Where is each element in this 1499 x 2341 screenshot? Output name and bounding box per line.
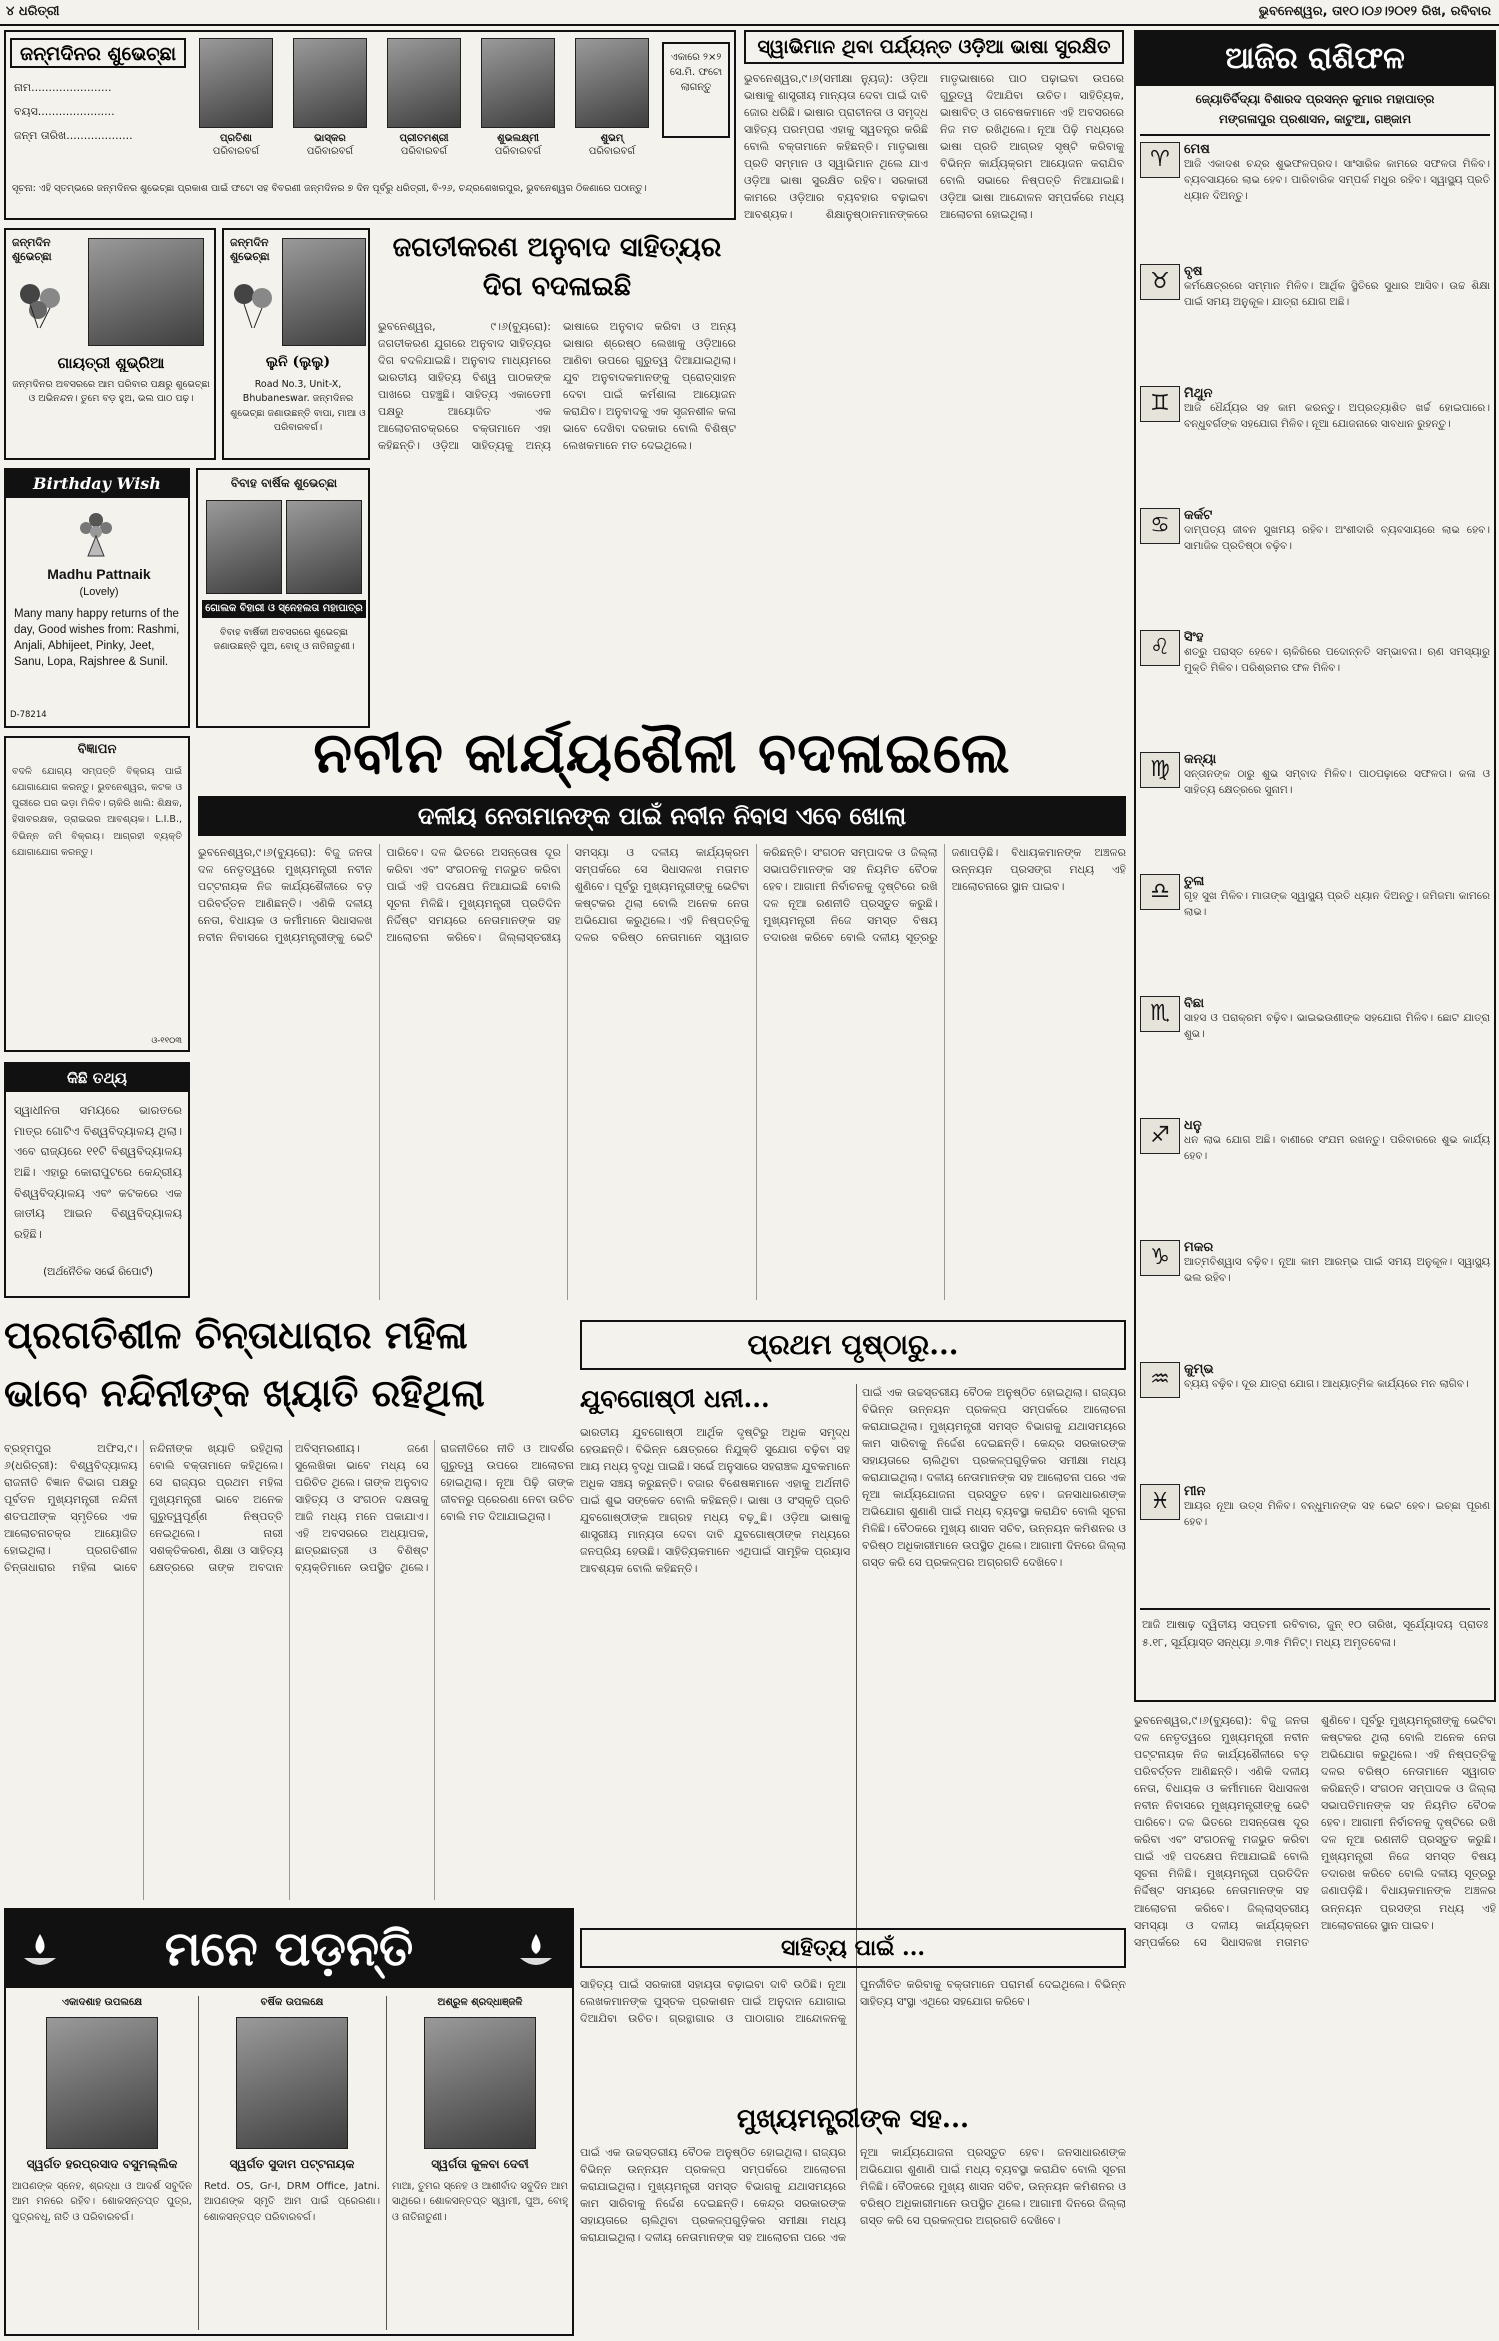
sign-name: କର୍କଟ	[1184, 508, 1213, 523]
child-name: ପ୍ରୀତମଶ୍ରୀ	[399, 133, 449, 144]
sign-name: ମକର	[1184, 1240, 1214, 1255]
form-field-age: ବୟସ......................	[14, 105, 115, 118]
memorial-photo	[46, 2017, 158, 2149]
capricorn-icon: ♑	[1140, 1240, 1180, 1276]
divider	[1140, 134, 1490, 136]
pisces-icon: ♓	[1140, 1484, 1180, 1520]
language-story-body: ଭୁବନେଶ୍ୱର,୯।୬(ସମୀକ୍ଷା ନ୍ୟୁଜ୍): ଓଡ଼ିଆ ଭାଷାକୁ ଶାସ୍ତ୍ରୀୟ ମାନ୍ୟତା ଦେବା ପାଇଁ ଦାବି ଜୋର ଧରିଛି। ଭାଷାର ପ୍ରାଚୀନତା ଓ ସମୃଦ୍ଧ ସାହିତ୍ୟ ପରମ୍ପରା ଏହାକୁ ସ୍ୱତନ୍ତ୍ର କରିଛି ବୋଲି ବକ୍ତାମାନେ କହିଛନ୍ତି। ମାତୃଭାଷା ପ୍ରତି ସମ୍ମାନ ଓ ସ୍ୱାଭିମାନ ଥିଲେ ଯାଏ ଓଡ଼ିଆ ଭାଷା ସୁରକ୍ଷିତ ରହିବ। ସରକାରୀ କାମରେ ଓଡ଼ିଆର ବ୍ୟବହାର ବଢ଼ାଇବା ଆବଶ୍ୟକ। ଶିକ୍ଷାନୁଷ୍ଠାନମାନଙ୍କରେ ମାତୃଭାଷାରେ ପାଠ ପଢ଼ାଇବା ଉପରେ ଗୁରୁତ୍ୱ ଦିଆଯିବା ଉଚିତ। ସାହିତ୍ୟିକ, ଭାଷାବିତ୍ ଓ ଗବେଷକମାନେ ଏହି ଅବସରରେ ନିଜ ମତ ରଖିଥିଲେ। ନୂଆ ପିଢ଼ି ମଧ୍ୟରେ ଭାଷା ପ୍ରତି ଆଗ୍ରହ ସୃଷ୍ଟି କରିବାକୁ ବିଭିନ୍ନ କାର୍ଯ୍ୟକ୍ରମ ଆୟୋଜନ କରାଯିବ ବୋଲି ସଭାରେ ନିଷ୍ପତ୍ତି ନିଆଯାଇଛି। ଓଡ଼ିଆ ଭାଷା ଆନ୍ଦୋଳନ ସମ୍ପର୍କରେ ମଧ୍ୟ ଆଲୋଚନା ହୋଇଥିଲା।	[744, 72, 1124, 222]
wish-box-text: Road No.3, Unit-X, Bhubaneswar. ଜନ୍ମଦିନର ଶୁଭେଚ୍ଛା ଜଣାଉଛନ୍ତି ବାପା, ମାଆ ଓ ପରିବାରବର୍ଗ।	[230, 379, 366, 433]
memorial-entry	[12, 1996, 192, 2330]
main-headline: ନବୀନ କାର୍ଯ୍ୟଶୈଳୀ ବଦଳାଇଲେ	[313, 720, 1011, 786]
classifieds-box	[4, 736, 190, 1052]
balloons-icon	[232, 280, 276, 330]
sign-name: ବୃଷ	[1184, 264, 1203, 279]
classifieds-text: ବଦଳି ଯୋଗ୍ୟ ସମ୍ପତ୍ତି ବିକ୍ରୟ ପାଇଁ ଯୋଗାଯୋଗ କରନ୍ତୁ। ଭୁବନେଶ୍ୱର, କଟକ ଓ ପୁରୀରେ ଘର ଭଡ଼ା ମିଳିବ। ଚାକିରି ଖାଲି: ଶିକ୍ଷକ, ହିସାବରକ୍ଷକ, ଡ୍ରାଇଭର ଆବଶ୍ୟକ। L.I.B., ବିଭିନ୍ନ ଜମି ବିକ୍ରୟ। ଆଗ୍ରହୀ ବ୍ୟକ୍ତି ଯୋଗାଯୋଗ କରନ୍ତୁ।	[12, 766, 182, 858]
child-card	[570, 38, 654, 178]
main-story-continued: ଭୁବନେଶ୍ୱର,୯।୬(ବ୍ୟୁରୋ): ବିଜୁ ଜନତା ଦଳ ନେତୃତ୍ୱରେ ମୁଖ୍ୟମନ୍ତ୍ରୀ ନବୀନ ପଟ୍ଟନାୟକ ନିଜ କାର୍ଯ୍ୟଶୈଳୀରେ ବଡ଼ ପରିବର୍ତ୍ତନ ଆଣିଛନ୍ତି। ଏଣିକି ଦଳୀୟ ନେତା, ବିଧାୟକ ଓ କର୍ମୀମାନେ ସିଧାସଳଖ ନବୀନ ନିବାସରେ ମୁଖ୍ୟମନ୍ତ୍ରୀଙ୍କୁ ଭେଟି ପାରିବେ। ଦଳ ଭିତରେ ଅସନ୍ତୋଷ ଦୂର କରିବା ଏବଂ ସଂଗଠନକୁ ମଜଭୁତ କରିବା ପାଇଁ ଏହି ପଦକ୍ଷେପ ନିଆଯାଇଛି ବୋଲି ସୂଚନା ମିଳିଛି। ମୁଖ୍ୟମନ୍ତ୍ରୀ ପ୍ରତିଦିନ ନିର୍ଦ୍ଦିଷ୍ଟ ସମୟରେ ନେତାମାନଙ୍କ ସହ ଆଲୋଚନା କରିବେ। ଜିଲ୍ଲାସ୍ତରୀୟ ସମସ୍ୟା ଓ ଦଳୀୟ କାର୍ଯ୍ୟକ୍ରମ ସମ୍ପର୍କରେ ସେ ସିଧାସଳଖ ମତାମତ ଶୁଣିବେ। ପୂର୍ବରୁ ମୁଖ୍ୟମନ୍ତ୍ରୀଙ୍କୁ ଭେଟିବା କଷ୍ଟକର ଥିଲା ବୋଲି ଅନେକ ନେତା ଅଭିଯୋଗ କରୁଥିଲେ। ଏହି ନିଷ୍ପତ୍ତିକୁ ଦଳର ବରିଷ୍ଠ ନେତାମାନେ ସ୍ୱାଗତ କରିଛନ୍ତି। ସଂଗଠନ ସମ୍ପାଦକ ଓ ଜିଲ୍ଲା ସଭାପତିମାନଙ୍କ ସହ ନିୟମିତ ବୈଠକ ହେବ। ଆଗାମୀ ନିର୍ବାଚନକୁ ଦୃଷ୍ଟିରେ ରଖି ଦଳ ନୂଆ ରଣନୀତି ପ୍ରସ୍ତୁତ କରୁଛି। ମୁଖ୍ୟମନ୍ତ୍ରୀ ନିଜେ ସମସ୍ତ ବିଷୟ ତଦାରଖ କରିବେ ବୋଲି ଦଳୀୟ ସୂତ୍ରରୁ ଜଣାପଡ଼ିଛି। ବିଧାୟକମାନଙ୍କ ଅଞ୍ଚଳର ଉନ୍ନୟନ ପ୍ରସଙ୍ଗ ମଧ୍ୟ ଏହି ଆଲୋଚନାରେ ସ୍ଥାନ ପାଇବ।	[1134, 1714, 1496, 1949]
column-divider	[198, 1996, 199, 2330]
birthday-wish-message: Many many happy returns of the day, Good wishes from: Rashmi, Anjali, Abhijeet, Pinky, Jeet, Sanu, Lopa, Rajshree & Sunil.	[14, 608, 180, 669]
literature-story-body: ସାହିତ୍ୟ ପାଇଁ ସରକାରୀ ସହାୟତା ବଢ଼ାଇବା ଦାବି ଉଠିଛି। ନୂଆ ଲେଖକମାନଙ୍କ ପୁସ୍ତକ ପ୍ରକାଶନ ପାଇଁ ଅନୁଦାନ ଯୋଗାଇ ଦିଆଯିବା ଉଚିତ। ଗ୍ରନ୍ଥାଗାର ଓ ପାଠାଗାର ଆନ୍ଦୋଳନକୁ ପୁନର୍ଜୀବିତ କରିବାକୁ ବକ୍ତାମାନେ ପରାମର୍ଶ ଦେଇଥିଲେ। ବିଭିନ୍ନ ସାହିତ୍ୟ ସଂସ୍ଥା ଏଥିରେ ସହଯୋଗ କରିବେ।	[580, 1978, 1126, 2026]
wish-box	[4, 228, 216, 460]
classifieds-title: ବିଜ୍ଞାପନ	[77, 742, 117, 757]
memorial-text: ମାଆ, ତୁମର ସ୍ନେହ ଓ ଆଶୀର୍ବାଦ ସବୁଦିନ ଆମ ସାଥିରେ। ଶୋକସନ୍ତପ୍ତ ସ୍ୱାମୀ, ପୁଅ, ବୋହୂ ଓ ନାତିନାତୁଣୀ।	[392, 2180, 568, 2223]
language-headline: ସ୍ୱାଭିମାନ ଥିବା ପର୍ଯ୍ୟନ୍ତ ଓଡ଼ିଆ ଭାଷା ସୁରକ୍ଷିତ	[757, 36, 1111, 58]
women-story-body: ବ୍ରହ୍ମପୁର ଅଫିସ,୯।୬(ଧରିତ୍ରୀ): ବିଶ୍ୱବିଦ୍ୟାଳୟ ରାଜନୀତି ବିଜ୍ଞାନ ବିଭାଗ ପକ୍ଷରୁ ପୂର୍ବତନ ମୁଖ୍ୟମନ୍ତ୍ରୀ ନନ୍ଦିନୀ ଶତପଥୀଙ୍କ ସ୍ମୃତିରେ ଏକ ଆଲୋଚନାଚକ୍ର ଆୟୋଜିତ ହୋଇଥିଲା। ପ୍ରଗତିଶୀଳ ଚିନ୍ତାଧାରାର ମହିଳା ଭାବେ ନନ୍ଦିନୀଙ୍କ ଖ୍ୟାତି ରହିଥିଲା ବୋଲି ବକ୍ତାମାନେ କହିଥିଲେ। ସେ ରାଜ୍ୟର ପ୍ରଥମ ମହିଳା ମୁଖ୍ୟମନ୍ତ୍ରୀ ଭାବେ ଅନେକ ଗୁରୁତ୍ୱପୂର୍ଣ୍ଣ ନିଷ୍ପତ୍ତି ନେଇଥିଲେ। ନାରୀ ସଶକ୍ତିକରଣ, ଶିକ୍ଷା ଓ ସାହିତ୍ୟ କ୍ଷେତ୍ରରେ ତାଙ୍କ ଅବଦାନ ଅବିସ୍ମରଣୀୟ। ଜଣେ ସୁଲେଖିକା ଭାବେ ମଧ୍ୟ ସେ ପରିଚିତ ଥିଲେ। ତାଙ୍କ ଅନୁବାଦ ସାହିତ୍ୟ ଓ ସଂଗଠନ ଦକ୍ଷତାକୁ ଆଜି ମଧ୍ୟ ମନେ ପକାଯାଏ। ଏହି ଅବସରରେ ଅଧ୍ୟାପକ, ଛାତ୍ରଛାତ୍ରୀ ଓ ବିଶିଷ୍ଟ ବ୍ୟକ୍ତିମାନେ ଉପସ୍ଥିତ ଥିଲେ। ରାଜନୀତିରେ ନୀତି ଓ ଆଦର୍ଶର ଗୁରୁତ୍ୱ ଉପରେ ଆଲୋଚନା ହୋଇଥିଲା। ନୂଆ ପିଢ଼ି ତାଙ୍କ ଜୀବନରୁ ପ୍ରେରଣା ନେବା ଉଚିତ ବୋଲି ମତ ଦିଆଯାଇଥିଲା।	[4, 1442, 574, 1575]
memorial-photo	[236, 2017, 348, 2149]
memorial-label: ଅଶ୍ରୁଳ ଶ୍ରଦ୍ଧାଞ୍ଜଳି	[437, 1997, 523, 2008]
sign-text: ଆତ୍ମବିଶ୍ୱାସ ବଢ଼ିବ। ନୂଆ କାମ ଆରମ୍ଭ ପାଇଁ ସମୟ ଅନୁକୂଳ। ସ୍ୱାସ୍ଥ୍ୟ ଭଲ ରହିବ।	[1184, 1256, 1490, 1284]
women-headline-line2: ଭାବେ ନନ୍ଦିନୀଙ୍କ ଖ୍ୟାତି ରହିଥିଲା	[4, 1370, 485, 1415]
birthday-wish-title: Birthday Wish	[6, 470, 188, 498]
ad-code: ଓ-୧୧୦୩	[151, 1036, 182, 1046]
child-card	[382, 38, 466, 178]
sign-gemini	[1140, 386, 1490, 504]
page-label: ୪ ଧରିତ୍ରୀ	[6, 4, 60, 19]
wife-photo	[286, 500, 362, 594]
wish-box	[222, 228, 370, 460]
memorial-photo	[424, 2017, 536, 2149]
child-card	[476, 38, 560, 178]
memorial-panel	[4, 1908, 574, 2336]
sign-name: କନ୍ୟା	[1184, 752, 1217, 767]
child-photo	[575, 38, 649, 128]
sign-name: ମିଥୁନ	[1184, 386, 1213, 401]
women-headline-box	[4, 1306, 574, 1432]
memorial-entry	[204, 1996, 380, 2330]
child-name: ଭାସ୍କର	[314, 133, 346, 144]
form-field-dob: ଜନ୍ମ ତାରିଖ...................	[14, 129, 133, 142]
child-name: ପ୍ରତିଶା	[220, 133, 252, 144]
wish-box-title: ଜନ୍ମଦିନ ଶୁଭେଚ୍ଛା	[12, 236, 52, 264]
child-photo	[481, 38, 555, 128]
horoscope-title: ଆଜିର ରାଶିଫଳ	[1136, 32, 1494, 86]
wish-box-name: ଗାୟତ୍ରୀ ଶୁଭ୍ରିଆ	[57, 354, 165, 372]
sign-text: ସନ୍ତାନଙ୍କ ଠାରୁ ଶୁଭ ସମ୍ବାଦ ମିଳିବ। ପାଠପଢ଼ାରେ ସଫଳତା। କଳା ଓ ସାହିତ୍ୟ କ୍ଷେତ୍ରରେ ସୁନାମ।	[1184, 768, 1490, 796]
main-story-body: ଭୁବନେଶ୍ୱର,୯।୬(ବ୍ୟୁରୋ): ବିଜୁ ଜନତା ଦଳ ନେତୃତ୍ୱରେ ମୁଖ୍ୟମନ୍ତ୍ରୀ ନବୀନ ପଟ୍ଟନାୟକ ନିଜ କାର୍ଯ୍ୟଶୈଳୀରେ ବଡ଼ ପରିବର୍ତ୍ତନ ଆଣିଛନ୍ତି। ଏଣିକି ଦଳୀୟ ନେତା, ବିଧାୟକ ଓ କର୍ମୀମାନେ ସିଧାସଳଖ ନବୀନ ନିବାସରେ ମୁଖ୍ୟମନ୍ତ୍ରୀଙ୍କୁ ଭେଟି ପାରିବେ। ଦଳ ଭିତରେ ଅସନ୍ତୋଷ ଦୂର କରିବା ଏବଂ ସଂଗଠନକୁ ମଜଭୁତ କରିବା ପାଇଁ ଏହି ପଦକ୍ଷେପ ନିଆଯାଇଛି ବୋଲି ସୂଚନା ମିଳିଛି। ମୁଖ୍ୟମନ୍ତ୍ରୀ ପ୍ରତିଦିନ ନିର୍ଦ୍ଦିଷ୍ଟ ସମୟରେ ନେତାମାନଙ୍କ ସହ ଆଲୋଚନା କରିବେ। ଜିଲ୍ଲାସ୍ତରୀୟ ସମସ୍ୟା ଓ ଦଳୀୟ କାର୍ଯ୍ୟକ୍ରମ ସମ୍ପର୍କରେ ସେ ସିଧାସଳଖ ମତାମତ ଶୁଣିବେ। ପୂର୍ବରୁ ମୁଖ୍ୟମନ୍ତ୍ରୀଙ୍କୁ ଭେଟିବା କଷ୍ଟକର ଥିଲା ବୋଲି ଅନେକ ନେତା ଅଭିଯୋଗ କରୁଥିଲେ। ଏହି ନିଷ୍ପତ୍ତିକୁ ଦଳର ବରିଷ୍ଠ ନେତାମାନେ ସ୍ୱାଗତ କରିଛନ୍ତି। ସଂଗଠନ ସମ୍ପାଦକ ଓ ଜିଲ୍ଲା ସଭାପତିମାନଙ୍କ ସହ ନିୟମିତ ବୈଠକ ହେବ। ଆଗାମୀ ନିର୍ବାଚନକୁ ଦୃଷ୍ଟିରେ ରଖି ଦଳ ନୂଆ ରଣନୀତି ପ୍ରସ୍ତୁତ କରୁଛି। ମୁଖ୍ୟମନ୍ତ୍ରୀ ନିଜେ ସମସ୍ତ ବିଷୟ ତଦାରଖ କରିବେ ବୋଲି ଦଳୀୟ ସୂତ୍ରରୁ ଜଣାପଡ଼ିଛି। ବିଧାୟକମାନଙ୍କ ଅଞ୍ଚଳର ଉନ୍ନୟନ ପ୍ରସଙ୍ଗ ମଧ୍ୟ ଏହି ଆଲୋଚନାରେ ସ୍ଥାନ ପାଇବ।	[198, 846, 1126, 945]
child-photo	[199, 38, 273, 128]
gemini-icon: ♊	[1140, 386, 1180, 422]
wish-photo	[88, 238, 204, 346]
birthday-title-box	[10, 38, 186, 68]
sign-cancer	[1140, 508, 1490, 626]
birthday-notice: ସୂଚନା: ଏହି ସ୍ତମ୍ଭରେ ଜନ୍ମଦିନର ଶୁଭେଚ୍ଛା ପ୍ରକାଶ ପାଇଁ ଫଟୋ ସହ ବିବରଣୀ ଜନ୍ମଦିନର ୭ ଦିନ ପୂର୍ବରୁ ଧରିତ୍ରୀ, ବି-୨୬, ଚନ୍ଦ୍ରଶେଖରପୁର, ଭୁବନେଶ୍ୱର ଠିକଣାରେ ପଠାନ୍ତୁ।	[12, 183, 647, 194]
birthday-wish-nickname: (Lovely)	[79, 586, 119, 598]
sign-name: ତୁଳା	[1184, 874, 1205, 889]
sign-aquarius	[1140, 1362, 1490, 1480]
taurus-icon: ♉	[1140, 264, 1180, 300]
balloons-icon	[16, 280, 66, 330]
libra-icon: ♎	[1140, 874, 1180, 910]
sign-taurus	[1140, 264, 1490, 382]
sign-name: ସିଂହ	[1184, 630, 1204, 645]
sign-name: ବିଛା	[1184, 996, 1205, 1011]
child-wish: ପରିବାରବର୍ଗ	[494, 146, 542, 157]
cancer-icon: ♋	[1140, 508, 1180, 544]
cm-story-title: ମୁଖ୍ୟମନ୍ତ୍ରୀଙ୍କ ସହ...	[736, 2104, 970, 2134]
birthday-title: ଜନ୍ମଦିନର ଶୁଭେଚ୍ଛା	[19, 43, 177, 65]
birthday-wish-name: Madhu Pattnaik	[47, 566, 151, 582]
sign-name: ମୀନ	[1184, 1484, 1206, 1499]
child-wish: ପରିବାରବର୍ଗ	[400, 146, 448, 157]
sagittarius-icon: ♐	[1140, 1118, 1180, 1154]
anniversary-title: ବିବାହ ବାର୍ଷିକ ଶୁଭେଚ୍ଛା	[230, 476, 338, 490]
oil-lamp-icon	[516, 1932, 556, 1968]
translation-headline-box	[378, 228, 736, 312]
oil-lamp-icon	[20, 1932, 60, 1968]
sign-text: ଆଜି ଏକାଦଶ ଚନ୍ଦ୍ର ଶୁଭଫଳପ୍ରଦ। ସାଂସାରିକ କାମରେ ସଫଳତା ମିଳିବ। ବ୍ୟବସାୟରେ ଲାଭ ହେବ। ପାରିବାରିକ ସମ୍ପର୍କ ମଧୁର ରହିବ। ସ୍ୱାସ୍ଥ୍ୟ ପ୍ରତି ଧ୍ୟାନ ଦିଅନ୍ତୁ।	[1184, 158, 1490, 202]
sign-name: ମେଷ	[1184, 142, 1210, 157]
masthead	[0, 0, 1499, 26]
facts-title: କିଛି ତଥ୍ୟ	[6, 1064, 188, 1092]
front-page-banner: ପ୍ରଥମ ପୃଷ୍ଠାରୁ...	[747, 1328, 959, 1361]
birthday-form	[14, 76, 184, 148]
anniversary-text: ବିବାହ ବାର୍ଷିକୀ ଅବସରରେ ଶୁଭେଚ୍ଛା ଜଣାଉଛନ୍ତି ପୁଅ, ବୋହୂ ଓ ନାତିନାତୁଣୀ।	[213, 627, 355, 653]
sign-text: ଆଜି ଧୈର୍ଯ୍ୟର ସହ କାମ କରନ୍ତୁ। ଅପ୍ରତ୍ୟାଶିତ ଖର୍ଚ୍ଚ ହୋଇପାରେ। ବନ୍ଧୁବର୍ଗଙ୍କ ସହଯୋଗ ମିଳିବ। ନୂଆ ଯୋଜନାରେ ସାବଧାନ ରୁହନ୍ତୁ।	[1184, 402, 1490, 430]
wish-box-text: ଜନ୍ମଦିନର ଅବସରରେ ଆମ ପରିବାର ପକ୍ଷରୁ ଶୁଭେଚ୍ଛା ଓ ଅଭିନନ୍ଦନ। ତୁମେ ବଡ଼ ହୁଅ, ଭଲ ପାଠ ପଢ଼।	[12, 379, 210, 405]
literature-story-title: ସାହିତ୍ୟ ପାଇଁ ...	[780, 1935, 926, 1961]
sign-text: ଶତ୍ରୁ ପରାସ୍ତ ହେବେ। ଚାକିରିରେ ପଦୋନ୍ନତି ସମ୍ଭାବନା। ଋଣ ସମସ୍ୟାରୁ ମୁକ୍ତି ମିଳିବ। ପରିଶ୍ରମର ଫଳ ମିଳିବ।	[1184, 646, 1490, 674]
sign-aries	[1140, 142, 1490, 260]
child-photo	[293, 38, 367, 128]
sign-text: ଧନ ଲାଭ ଯୋଗ ଅଛି। ବାଣୀରେ ସଂଯମ ରଖନ୍ତୁ। ପରିବାରରେ ଶୁଭ କାର୍ଯ୍ୟ ହେବ।	[1184, 1134, 1490, 1162]
main-headline-box	[198, 716, 1126, 792]
anniversary-couple: ଗୋଲକ ବିହାରୀ ଓ ସ୍ନେହଲତା ମହାପାତ୍ର	[202, 600, 366, 618]
ad-code: D-78214	[10, 710, 47, 720]
memorial-title: ମନେ ପଡ଼ନ୍ତି	[6, 1910, 572, 1988]
husband-photo	[206, 500, 282, 594]
memorial-name: ସ୍ୱର୍ଗତ ହରପ୍ରସାଦ ବସୁମଲ୍ଲିକ	[26, 2157, 178, 2171]
scorpio-icon: ♏	[1140, 996, 1180, 1032]
form-field-name: ନାମ.......................	[14, 81, 112, 94]
aquarius-icon: ♒	[1140, 1362, 1180, 1398]
horoscope-byline2: ମଙ୍ଗଳାପୁର ପ୍ରଶାସନ, କାଟୁଆ, ଗଞ୍ଜାମ	[1218, 112, 1412, 126]
translation-story-body: ଭୁବନେଶ୍ୱର, ୯।୬(ବ୍ୟୁରୋ): ଜଗତୀକରଣ ଯୁଗରେ ଅନୁବାଦ ସାହିତ୍ୟର ଦିଗ ବଦଳିଯାଇଛି। ଅନୁବାଦ ମାଧ୍ୟମରେ ଭାରତୀୟ ସାହିତ୍ୟ ବିଶ୍ୱ ପାଠକଙ୍କ ପାଖରେ ପହଞ୍ଚୁଛି। ସାହିତ୍ୟ ଏକାଡେମୀ ପକ୍ଷରୁ ଆୟୋଜିତ ଏକ ଆଲୋଚନାଚକ୍ରରେ ବକ୍ତାମାନେ ଏହା କହିଛନ୍ତି। ଓଡ଼ିଆ ସାହିତ୍ୟକୁ ଅନ୍ୟ ଭାଷାରେ ଅନୁବାଦ କରିବା ଓ ଅନ୍ୟ ଭାଷାର ଶ୍ରେଷ୍ଠ ଲେଖାକୁ ଓଡ଼ିଆରେ ଆଣିବା ଉପରେ ଗୁରୁତ୍ୱ ଦିଆଯାଇଥିଲା। ଯୁବ ଅନୁବାଦକମାନଙ୍କୁ ପ୍ରୋତ୍ସାହନ ଦେବା ପାଇଁ କର୍ମଶାଳା ଆୟୋଜନ କରାଯିବ। ଅନୁବାଦକୁ ଏକ ସୃଜନଶୀଳ କଳା ଭାବେ ଦେଖିବା ଦରକାର ବୋଲି ବିଶିଷ୍ଟ ଲେଖକମାନେ ମତ ଦେଇଥିଲେ।	[378, 320, 736, 453]
photo-rate-box: ଏକାରେ ୨×୨ ସେ.ମି. ଫଟୋ ଲାଗନ୍ତୁ	[662, 42, 730, 138]
child-photo	[387, 38, 461, 128]
flower-bouquet-icon	[74, 508, 118, 558]
facts-box	[4, 1062, 190, 1298]
sign-text: କର୍ମକ୍ଷେତ୍ରରେ ସମ୍ମାନ ମିଳିବ। ଆର୍ଥିକ ସ୍ଥିତିରେ ସୁଧାର ଆସିବ। ଉଚ୍ଚ ଶିକ୍ଷା ପାଇଁ ସମୟ ଅନୁକୂଳ। ଯାତ୍ରା ଯୋଗ ଅଛି।	[1184, 280, 1490, 308]
sign-pisces	[1140, 1484, 1490, 1602]
child-wish: ପରିବାରବର୍ଗ	[212, 146, 260, 157]
sign-text: ସାହସ ଓ ପରାକ୍ରମ ବଢ଼ିବ। ଭାଇଭଉଣୀଙ୍କ ସହଯୋଗ ମିଳିବ। ଛୋଟ ଯାତ୍ରା ଶୁଭ।	[1184, 1012, 1490, 1040]
dateline: ଭୁବନେଶ୍ୱର, ତା୧୦।୦୬।୨୦୧୨ ରିଖ, ରବିବାର	[1258, 4, 1491, 19]
main-subheadline: ଦଳୀୟ ନେତାମାନଙ୍କ ପାଇଁ ନବୀନ ନିବାସ ଏବେ ଖୋଲା	[198, 796, 1126, 836]
women-headline-line1: ପ୍ରଗତିଶୀଳ ଚିନ୍ତାଧାରାର ମହିଳା	[4, 1312, 468, 1357]
sign-name: କୁମ୍ଭ	[1184, 1362, 1214, 1377]
divider	[1140, 1608, 1490, 1610]
sign-scorpio	[1140, 996, 1490, 1114]
wish-photo	[282, 238, 366, 346]
memorial-text: ଆପଣଙ୍କ ସ୍ନେହ, ଶ୍ରଦ୍ଧା ଓ ଆଦର୍ଶ ସବୁଦିନ ଆମ ମନରେ ରହିବ। ଶୋକସନ୍ତପ୍ତ ପୁତ୍ର, ପୁତ୍ରବଧୂ, ନାତି ଓ ପରିବାରବର୍ଗ।	[12, 2180, 192, 2223]
child-card	[288, 38, 372, 178]
youth-story-body: ଭାରତୀୟ ଯୁବଗୋଷ୍ଠୀ ଆର୍ଥିକ ଦୃଷ୍ଟିରୁ ଅଧିକ ସମୃଦ୍ଧ ହେଉଛନ୍ତି। ବିଭିନ୍ନ କ୍ଷେତ୍ରରେ ନିଯୁକ୍ତି ସୁଯୋଗ ବଢ଼ିବା ସହ ଆୟ ମଧ୍ୟ ବୃଦ୍ଧି ପାଇଛି। ସର୍ଭେ ଅନୁସାରେ ସହରାଞ୍ଚଳ ଯୁବକମାନେ ଅଧିକ ସଞ୍ଚୟ କରୁଛନ୍ତି। ବଜାର ବିଶେଷଜ୍ଞମାନେ ଏହାକୁ ଅର୍ଥନୀତି ପାଇଁ ଶୁଭ ସଙ୍କେତ ବୋଲି କହିଛନ୍ତି। ଭାଷା ଓ ସଂସ୍କୃତି ପ୍ରତି ଯୁବଗୋଷ୍ଠୀଙ୍କ ଆଗ୍ରହ ମଧ୍ୟ ବଢ଼ୁଛି। ଓଡ଼ିଆ ଭାଷାକୁ ଶାସ୍ତ୍ରୀୟ ମାନ୍ୟତା ଦେବା ଦାବି ଯୁବଗୋଷ୍ଠୀଙ୍କ ମଧ୍ୟରେ ଜନପ୍ରିୟ ହେଉଛି। ସାହିତ୍ୟିକମାନେ ଏଥିପାଇଁ ସାମୂହିକ ପ୍ରୟାସ ଆବଶ୍ୟକ ବୋଲି କହିଛନ୍ତି।	[580, 1426, 850, 1576]
sign-text: ଗୃହ ସୁଖ ମିଳିବ। ମାତାଙ୍କ ସ୍ୱାସ୍ଥ୍ୟ ପ୍ରତି ଧ୍ୟାନ ଦିଅନ୍ତୁ। ଜମିଜମା କାମରେ ଲାଭ।	[1184, 890, 1490, 918]
wish-box-title: ଜନ୍ମଦିନ ଶୁଭେଚ୍ଛା	[230, 236, 270, 264]
child-wish: ପରିବାରବର୍ଗ	[306, 146, 354, 157]
birthday-wish-box	[4, 468, 190, 728]
sign-text: ବ୍ୟୟ ବଢ଼ିବ। ଦୂର ଯାତ୍ରା ଯୋଗ। ଆଧ୍ୟାତ୍ମିକ କାର୍ଯ୍ୟରେ ମନ ଲାଗିବ।	[1184, 1378, 1469, 1390]
continued-story-body: ପାଇଁ ଏକ ଉଚ୍ଚସ୍ତରୀୟ ବୈଠକ ଅନୁଷ୍ଠିତ ହୋଇଥିଲା। ରାଜ୍ୟର ବିଭିନ୍ନ ଉନ୍ନୟନ ପ୍ରକଳ୍ପ ସମ୍ପର୍କରେ ଆଲୋଚନା କରାଯାଇଥିଲା। ମୁଖ୍ୟମନ୍ତ୍ରୀ ସମସ୍ତ ବିଭାଗକୁ ଯଥାସମୟରେ କାମ ସାରିବାକୁ ନିର୍ଦ୍ଦେଶ ଦେଇଛନ୍ତି। କେନ୍ଦ୍ର ସରକାରଙ୍କ ସହାୟତାରେ ଚାଲିଥିବା ପ୍ରକଳ୍ପଗୁଡ଼ିକର ସମୀକ୍ଷା ମଧ୍ୟ କରାଯାଇଥିଲା। ଦଳୀୟ ନେତାମାନଙ୍କ ସହ ଆଲୋଚନା ପରେ ଏକ ନୂଆ କାର୍ଯ୍ୟଯୋଜନା ପ୍ରସ୍ତୁତ ହେବ। ଜନସାଧାରଣଙ୍କ ଅଭିଯୋଗ ଶୁଣାଣି ପାଇଁ ମଧ୍ୟ ବ୍ୟବସ୍ଥା କରାଯିବ ବୋଲି ସୂଚନା ମିଳିଛି। ବୈଠକରେ ମୁଖ୍ୟ ଶାସନ ସଚିବ, ଉନ୍ନୟନ କମିଶନର ଓ ବରିଷ୍ଠ ଅଧିକାରୀମାନେ ଉପସ୍ଥିତ ଥିଲେ। ଆଗାମୀ ଦିନରେ ଜିଲ୍ଲା ଗସ୍ତ କରି ସେ ପ୍ରକଳ୍ପର ଅଗ୍ରଗତି ଦେଖିବେ।	[862, 1386, 1126, 1570]
column-divider	[386, 1996, 387, 2330]
memorial-name: ସ୍ୱର୍ଗତା କୁଳବା ଦେବୀ	[431, 2157, 529, 2171]
facts-text: ସ୍ୱାଧୀନତା ସମୟରେ ଭାରତରେ ମାତ୍ର ଗୋଟିଏ ବିଶ୍ୱବିଦ୍ୟାଳୟ ଥିଲା। ଏବେ ରାଜ୍ୟରେ ୧୧ଟି ବିଶ୍ୱବିଦ୍ୟାଳୟ ଅଛି। ଏହାରୁ କୋରାପୁଟରେ କେନ୍ଦ୍ରୀୟ ବିଶ୍ୱବିଦ୍ୟାଳୟ ଏବଂ କଟକରେ ଏକ ଜାତୀୟ ଆଇନ ବିଶ୍ୱବିଦ୍ୟାଳୟ ରହିଛି।	[14, 1103, 182, 1242]
memorial-entry	[392, 1996, 568, 2330]
memorial-label: ଏକାଦଶାହ ଉପଲକ୍ଷେ	[61, 1997, 143, 2008]
anniversary-box	[196, 468, 370, 728]
memorial-name: ସ୍ୱର୍ଗତ ସୁଦାମ ପଟ୍ଟନାୟକ	[229, 2157, 355, 2171]
panchang-text: ଆଜି ଆଷାଢ଼ ଦ୍ୱିତୀୟ ସପ୍ତମୀ ରବିବାର, ଜୁନ୍ ୧୦ ତାରିଖ, ସୂର୍ଯ୍ୟୋଦୟ ପ୍ରାତଃ ୫.୧୮, ସୂର୍ଯ୍ୟାସ୍ତ ସନ୍ଧ୍ୟା ୬.୩୫ ମିନିଟ୍। ମଧ୍ୟ ଅମୃତବେଳା।	[1142, 1618, 1488, 1649]
sign-name: ଧନୁ	[1184, 1118, 1202, 1133]
youth-story-title: ଯୁବଗୋଷ୍ଠୀ ଧନୀ...	[580, 1384, 770, 1413]
translation-headline: ଜଗତୀକରଣ ଅନୁବାଦ ସାହିତ୍ୟର ଦିଗ ବଦଳାଇଛି	[392, 232, 722, 303]
leo-icon: ♌	[1140, 630, 1180, 666]
horoscope-panel	[1134, 30, 1496, 1702]
virgo-icon: ♍	[1140, 752, 1180, 788]
aries-icon: ♈	[1140, 142, 1180, 178]
horoscope-byline: ଜ୍ୟୋତିର୍ବିଦ୍ୟା ବିଶାରଦ ପ୍ରସନ୍ନ କୁମାର ମହାପାତ୍ର	[1195, 92, 1435, 106]
child-wish: ପରିବାରବର୍ଗ	[588, 146, 636, 157]
facts-source: (ଅର୍ଥନୈତିକ ସର୍ଭେ ରିପୋର୍ଟ)	[43, 1266, 153, 1278]
child-name: ଶୁଭମ୍	[600, 133, 624, 144]
child-card	[194, 38, 278, 178]
sign-sagittarius	[1140, 1118, 1490, 1236]
sign-virgo	[1140, 752, 1490, 870]
sign-leo	[1140, 630, 1490, 748]
sign-libra	[1140, 874, 1490, 992]
memorial-label: ବର୍ଷିକ ଉପଲକ୍ଷେ	[260, 1997, 324, 2008]
birthday-panel	[4, 30, 736, 220]
language-headline-box	[744, 30, 1124, 64]
cm-story-body: ପାଇଁ ଏକ ଉଚ୍ଚସ୍ତରୀୟ ବୈଠକ ଅନୁଷ୍ଠିତ ହୋଇଥିଲା। ରାଜ୍ୟର ବିଭିନ୍ନ ଉନ୍ନୟନ ପ୍ରକଳ୍ପ ସମ୍ପର୍କରେ ଆଲୋଚନା କରାଯାଇଥିଲା। ମୁଖ୍ୟମନ୍ତ୍ରୀ ସମସ୍ତ ବିଭାଗକୁ ଯଥାସମୟରେ କାମ ସାରିବାକୁ ନିର୍ଦ୍ଦେଶ ଦେଇଛନ୍ତି। କେନ୍ଦ୍ର ସରକାରଙ୍କ ସହାୟତାରେ ଚାଲିଥିବା ପ୍ରକଳ୍ପଗୁଡ଼ିକର ସମୀକ୍ଷା ମଧ୍ୟ କରାଯାଇଥିଲା। ଦଳୀୟ ନେତାମାନଙ୍କ ସହ ଆଲୋଚନା ପରେ ଏକ ନୂଆ କାର୍ଯ୍ୟଯୋଜନା ପ୍ରସ୍ତୁତ ହେବ। ଜନସାଧାରଣଙ୍କ ଅଭିଯୋଗ ଶୁଣାଣି ପାଇଁ ମଧ୍ୟ ବ୍ୟବସ୍ଥା କରାଯିବ ବୋଲି ସୂଚନା ମିଳିଛି। ବୈଠକରେ ମୁଖ୍ୟ ଶାସନ ସଚିବ, ଉନ୍ନୟନ କମିଶନର ଓ ବରିଷ୍ଠ ଅଧିକାରୀମାନେ ଉପସ୍ଥିତ ଥିଲେ। ଆଗାମୀ ଦିନରେ ଜିଲ୍ଲା ଗସ୍ତ କରି ସେ ପ୍ରକଳ୍ପର ଅଗ୍ରଗତି ଦେଖିବେ।	[580, 2146, 1126, 2245]
child-name: ଶୁଭଲକ୍ଷ୍ମୀ	[497, 133, 539, 144]
memorial-text: Retd. OS, Gr-I, DRM Office, Jatni. ଆପଣଙ୍କ ସ୍ମୃତି ଆମ ପାଇଁ ପ୍ରେରଣା। ଶୋକସନ୍ତପ୍ତ ପରିବାରବର୍ଗ।	[204, 2180, 380, 2223]
front-page-banner-box	[580, 1320, 1126, 1370]
literature-title-box	[580, 1928, 1126, 1968]
wish-box-name: ଲୁନି (ଲୁଲୁ)	[265, 354, 331, 370]
sign-text: ଦାମ୍ପତ୍ୟ ଜୀବନ ସୁଖମୟ ରହିବ। ଅଂଶୀଦାରି ବ୍ୟବସାୟରେ ଲାଭ ହେବ। ସାମାଜିକ ପ୍ରତିଷ୍ଠା ବଢ଼ିବ।	[1184, 524, 1490, 552]
sign-capricorn	[1140, 1240, 1490, 1358]
sign-text: ଆୟର ନୂଆ ଉତ୍ସ ମିଳିବ। ବନ୍ଧୁମାନଙ୍କ ସହ ଭେଟ ହେବ। ଇଚ୍ଛା ପୂରଣ ହେବ।	[1184, 1500, 1490, 1528]
